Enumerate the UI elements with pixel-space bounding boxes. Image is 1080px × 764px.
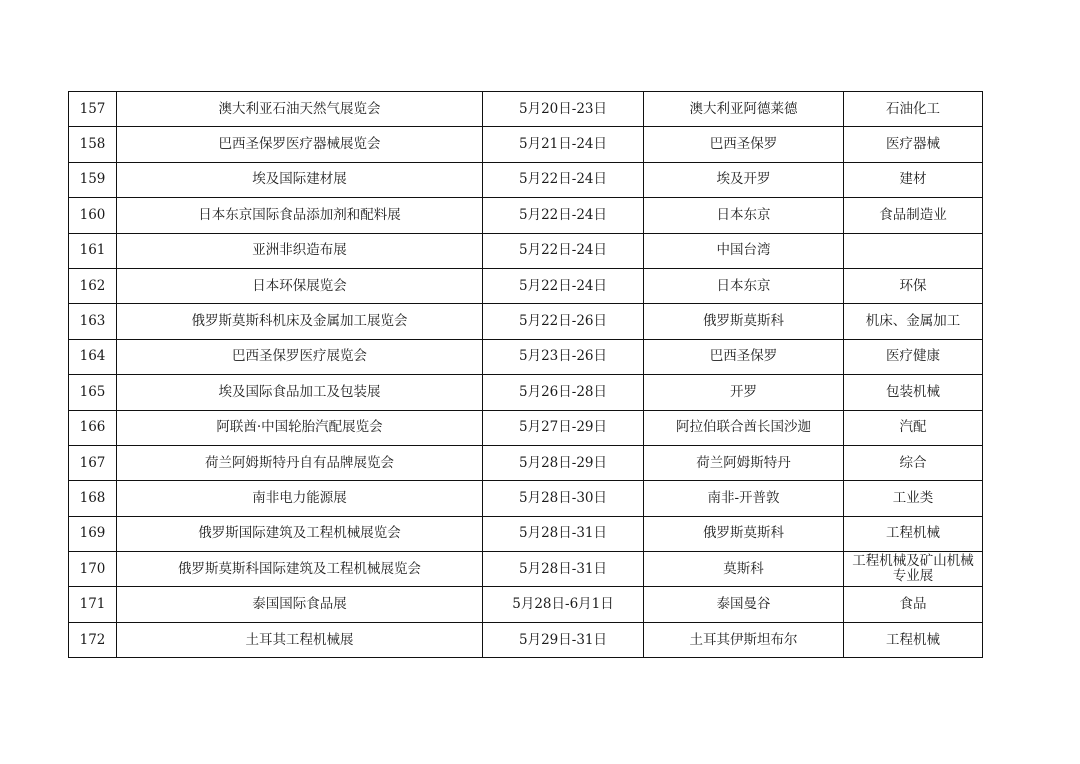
exhibition-date-cell: 5月20日-23日 [483, 92, 644, 127]
row-number-cell: 170 [69, 552, 117, 587]
row-number-cell: 163 [69, 304, 117, 339]
row-number-cell: 161 [69, 233, 117, 268]
exhibition-name-cell: 泰国国际食品展 [117, 587, 483, 622]
exhibition-industry-cell: 建材 [844, 162, 983, 197]
exhibition-city-cell: 埃及开罗 [644, 162, 844, 197]
exhibition-city-cell: 日本东京 [644, 268, 844, 303]
row-number-cell: 160 [69, 198, 117, 233]
exhibition-name-cell: 埃及国际建材展 [117, 162, 483, 197]
exhibition-date-cell: 5月28日-30日 [483, 481, 644, 516]
exhibition-table-body [69, 92, 983, 658]
table-row [69, 587, 983, 622]
row-number-cell: 172 [69, 622, 117, 657]
exhibition-industry-cell: 医疗健康 [844, 339, 983, 374]
exhibition-industry-cell: 综合 [844, 445, 983, 480]
exhibition-name-cell: 南非电力能源展 [117, 481, 483, 516]
exhibition-date-cell: 5月23日-26日 [483, 339, 644, 374]
exhibition-date-cell: 5月22日-26日 [483, 304, 644, 339]
exhibition-date-cell: 5月21日-24日 [483, 127, 644, 162]
exhibition-industry-cell: 汽配 [844, 410, 983, 445]
exhibition-date-cell: 5月28日-31日 [483, 552, 644, 587]
exhibition-name-cell: 俄罗斯莫斯科机床及金属加工展览会 [117, 304, 483, 339]
exhibition-table [68, 91, 983, 658]
table-row [69, 375, 983, 410]
table-row [69, 162, 983, 197]
row-number-cell: 164 [69, 339, 117, 374]
exhibition-industry-cell: 环保 [844, 268, 983, 303]
row-number-cell: 165 [69, 375, 117, 410]
table-row [69, 410, 983, 445]
exhibition-industry-cell [844, 233, 983, 268]
row-number-cell: 158 [69, 127, 117, 162]
exhibition-name-cell: 埃及国际食品加工及包装展 [117, 375, 483, 410]
exhibition-city-cell: 开罗 [644, 375, 844, 410]
exhibition-city-cell: 日本东京 [644, 198, 844, 233]
row-number-cell: 171 [69, 587, 117, 622]
exhibition-city-cell: 南非-开普敦 [644, 481, 844, 516]
table-row [69, 516, 983, 551]
table-row [69, 233, 983, 268]
exhibition-date-cell: 5月22日-24日 [483, 162, 644, 197]
exhibition-city-cell: 俄罗斯莫斯科 [644, 304, 844, 339]
exhibition-city-cell: 莫斯科 [644, 552, 844, 587]
exhibition-name-cell: 日本环保展览会 [117, 268, 483, 303]
row-number-cell: 168 [69, 481, 117, 516]
table-row [69, 339, 983, 374]
exhibition-date-cell: 5月22日-24日 [483, 198, 644, 233]
row-number-cell: 169 [69, 516, 117, 551]
table-row [69, 445, 983, 480]
table-row [69, 268, 983, 303]
exhibition-city-cell: 中国台湾 [644, 233, 844, 268]
exhibition-name-cell: 巴西圣保罗医疗展览会 [117, 339, 483, 374]
exhibition-industry-cell: 包装机械 [844, 375, 983, 410]
exhibition-city-cell: 泰国曼谷 [644, 587, 844, 622]
exhibition-industry-cell: 工程机械 [844, 516, 983, 551]
table-row [69, 622, 983, 657]
exhibition-name-cell: 俄罗斯国际建筑及工程机械展览会 [117, 516, 483, 551]
exhibition-date-cell: 5月26日-28日 [483, 375, 644, 410]
exhibition-industry-cell: 工程机械及矿山机械专业展 [844, 552, 983, 587]
exhibition-date-cell: 5月28日-31日 [483, 516, 644, 551]
exhibition-date-cell: 5月28日-6月1日 [483, 587, 644, 622]
exhibition-date-cell: 5月27日-29日 [483, 410, 644, 445]
exhibition-date-cell: 5月29日-31日 [483, 622, 644, 657]
exhibition-name-cell: 阿联酋·中国轮胎汽配展览会 [117, 410, 483, 445]
exhibition-city-cell: 巴西圣保罗 [644, 339, 844, 374]
row-number-cell: 159 [69, 162, 117, 197]
row-number-cell: 167 [69, 445, 117, 480]
table-row [69, 198, 983, 233]
exhibition-name-cell: 巴西圣保罗医疗器械展览会 [117, 127, 483, 162]
exhibition-industry-cell: 食品制造业 [844, 198, 983, 233]
exhibition-name-cell: 日本东京国际食品添加剂和配料展 [117, 198, 483, 233]
exhibition-industry-cell: 工业类 [844, 481, 983, 516]
exhibition-city-cell: 土耳其伊斯坦布尔 [644, 622, 844, 657]
exhibition-industry-cell: 机床、金属加工 [844, 304, 983, 339]
exhibition-date-cell: 5月22日-24日 [483, 233, 644, 268]
exhibition-city-cell: 巴西圣保罗 [644, 127, 844, 162]
table-row [69, 552, 983, 587]
exhibition-industry-cell: 食品 [844, 587, 983, 622]
exhibition-city-cell: 阿拉伯联合酋长国沙迦 [644, 410, 844, 445]
table-row [69, 127, 983, 162]
row-number-cell: 162 [69, 268, 117, 303]
exhibition-date-cell: 5月28日-29日 [483, 445, 644, 480]
exhibition-industry-cell: 石油化工 [844, 92, 983, 127]
table-row [69, 92, 983, 127]
table-row [69, 304, 983, 339]
row-number-cell: 157 [69, 92, 117, 127]
row-number-cell: 166 [69, 410, 117, 445]
table-row [69, 481, 983, 516]
exhibition-name-cell: 俄罗斯莫斯科国际建筑及工程机械展览会 [117, 552, 483, 587]
exhibition-name-cell: 澳大利亚石油天然气展览会 [117, 92, 483, 127]
exhibition-table-container [68, 91, 982, 658]
exhibition-name-cell: 亚洲非织造布展 [117, 233, 483, 268]
exhibition-name-cell: 土耳其工程机械展 [117, 622, 483, 657]
exhibition-city-cell: 荷兰阿姆斯特丹 [644, 445, 844, 480]
exhibition-date-cell: 5月22日-24日 [483, 268, 644, 303]
exhibition-industry-cell: 工程机械 [844, 622, 983, 657]
exhibition-industry-cell: 医疗器械 [844, 127, 983, 162]
exhibition-city-cell: 俄罗斯莫斯科 [644, 516, 844, 551]
exhibition-city-cell: 澳大利亚阿德莱德 [644, 92, 844, 127]
exhibition-name-cell: 荷兰阿姆斯特丹自有品牌展览会 [117, 445, 483, 480]
